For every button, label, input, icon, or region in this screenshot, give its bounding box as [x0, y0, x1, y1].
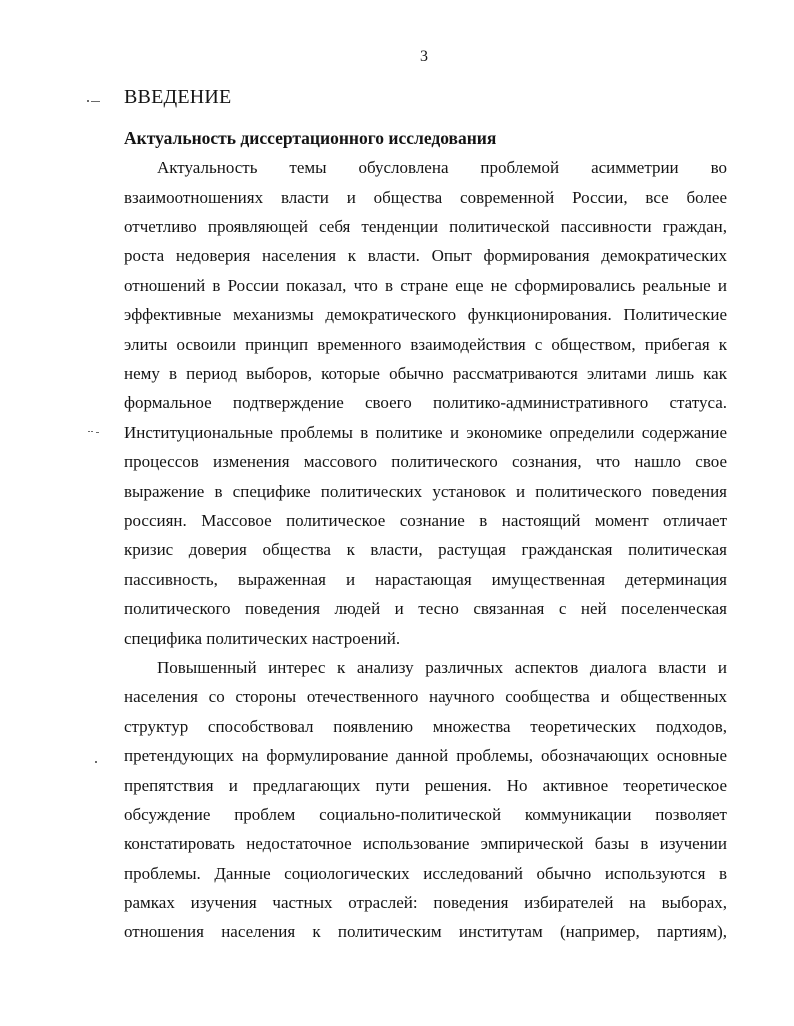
margin-mark	[96, 432, 99, 433]
section-subheading: Актуальность диссертационного исследования	[124, 128, 497, 148]
text-line: политического поведения людей и тесно связанная с ней поселенческая	[124, 599, 727, 619]
page-number: 3	[420, 48, 428, 65]
text-line: структур способствовал появлению множества теоретических подходов,	[124, 716, 727, 736]
text-line: Актуальность темы обусловлена проблемой асимметрии во	[157, 158, 727, 178]
text-line: выражение в специфике политических установок и политического поведения	[124, 481, 727, 501]
margin-mark	[88, 431, 90, 432]
text-line: препятствия и предлагающих пути решения. Но активное теоретическое	[124, 775, 727, 795]
text-line: эффективные механизмы демократического функционирования. Политические	[124, 305, 727, 325]
margin-mark	[87, 100, 89, 102]
text-line: констатировать недостаточное использование эмпирической базы в изучении	[124, 834, 727, 854]
text-line: обсуждение проблем социально-политической коммуникации позволяет	[124, 804, 727, 824]
text-line: отношений в России показал, что в стране еще не сформировались реальные и	[124, 275, 727, 295]
paragraph	[124, 153, 727, 653]
text-line: роста недоверия населения к власти. Опыт формирования демократических	[124, 246, 727, 266]
text-line: рамках изучения частных отраслей: поведения избирателей на выборах,	[124, 893, 727, 913]
margin-mark	[95, 761, 97, 763]
text-line: Институциональные проблемы в политике и экономике определили содержание	[124, 422, 727, 442]
body-text	[124, 153, 727, 947]
margin-mark	[91, 101, 100, 102]
text-line: процессов изменения массового политического сознания, что нашло свое	[124, 452, 727, 472]
text-line: Повышенный интерес к анализу различных аспектов диалога власти и	[157, 657, 727, 677]
text-line: специфика политических настроений.	[124, 628, 401, 648]
text-line: населения со стороны отечественного научного сообщества и общественных	[124, 687, 727, 707]
paragraph	[124, 653, 727, 947]
text-line: кризис доверия общества к власти, растущая гражданская политическая	[124, 540, 727, 560]
margin-mark	[91, 431, 93, 432]
text-line: отчетливо проявляющей себя тенденции политической пассивности граждан,	[124, 217, 727, 237]
text-line: претендующих на формулирование данной проблемы, обозначающих основные	[124, 746, 727, 766]
section-heading: ВВЕДЕНИЕ	[124, 86, 232, 108]
text-line: отношения населения к политическим институтам (например, партиям),	[124, 922, 727, 942]
text-line: взаимоотношениях власти и общества современной России, все более	[124, 187, 727, 207]
text-line: формальное подтверждение своего политико-административного статуса.	[124, 393, 727, 413]
text-line: элиты освоили принцип временного взаимодействия с обществом, прибегая к	[124, 334, 727, 354]
text-line: россиян. Массовое политическое сознание в настоящий момент отличает	[124, 510, 727, 530]
text-line: нему в период выборов, которые обычно рассматриваются элитами лишь как	[124, 364, 727, 384]
text-line: пассивность, выраженная и нарастающая имущественная детерминация	[124, 569, 727, 589]
text-line: проблемы. Данные социологических исследований обычно используются в	[124, 863, 727, 883]
